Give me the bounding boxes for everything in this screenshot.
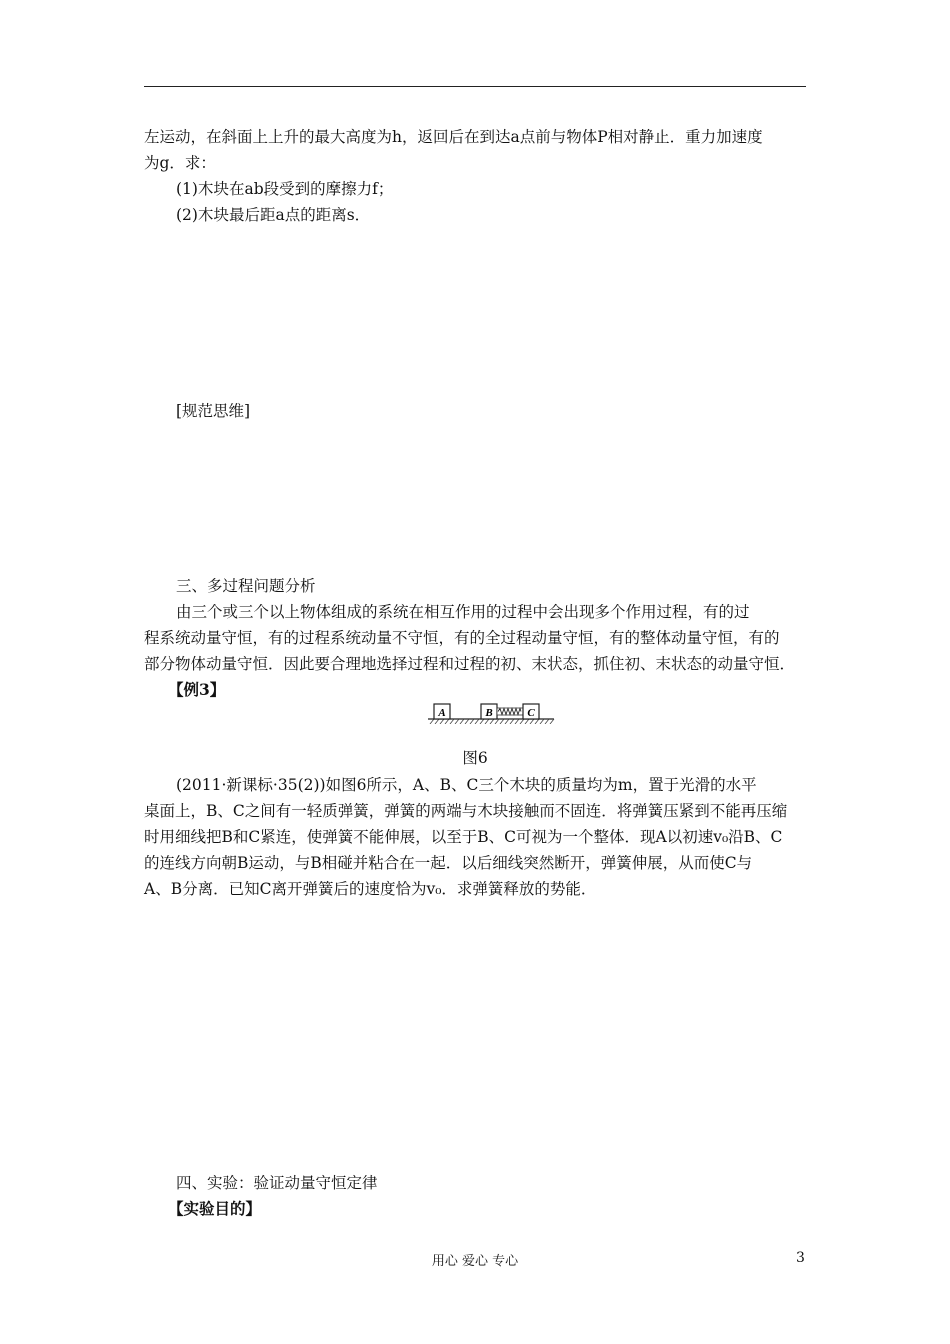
section-3-heading: 三、多过程问题分析	[176, 577, 316, 595]
page-number: 3	[796, 1250, 805, 1266]
header-rule	[144, 86, 806, 87]
section-4-heading: 四、实验：验证动量守恒定律	[176, 1174, 378, 1192]
section-3-paragraph-line: 由三个或三个以上物体组成的系统在相互作用的过程中会出现多个作用过程，有的过	[176, 603, 750, 621]
block-a	[434, 704, 450, 719]
question-2: (2)木块最后距a点的距离s．	[176, 206, 371, 224]
figure-6-caption: 图6	[462, 749, 488, 767]
block-b-label: B	[485, 707, 493, 719]
norm-thinking-label: [规范思维]	[176, 402, 251, 420]
ground-surface	[428, 719, 554, 724]
block-b	[481, 704, 497, 719]
block-a-label: A	[438, 707, 446, 719]
example-3-label: 【例3】	[168, 680, 226, 699]
problem-text-line: 左运动，在斜面上上升的最大高度为h，返回后在到达a点前与物体P相对静止．重力加速度	[144, 128, 763, 146]
footer-motto: 用心 爱心 专心	[431, 1254, 519, 1269]
section-3-paragraph-line: 程系统动量守恒，有的过程系统动量不守恒，有的全过程动量守恒，有的整体动量守恒，有的	[144, 629, 780, 647]
spring	[497, 708, 523, 715]
problem-text-line: 为g．求：	[144, 154, 216, 172]
example-problem-line: (2011·新课标·35(2))如图6所示，A、B、C三个木块的质量均为m，置于光滑的水平	[176, 776, 757, 794]
experiment-purpose-label: 【实验目的】	[168, 1199, 262, 1218]
section-3-paragraph-line: 部分物体动量守恒．因此要合理地选择过程和过程的初、末状态，抓住初、末状态的动量守恒．	[144, 655, 796, 673]
question-1: (1)木块在ab段受到的摩擦力f；	[176, 180, 394, 198]
example-problem-line: A、B分离．已知C离开弹簧后的速度恰为v₀．求弹簧释放的势能．	[144, 880, 597, 898]
example-problem-line: 桌面上，B、C之间有一轻质弹簧，弹簧的两端与木块接触而不固连．将弹簧压紧到不能再压缩	[144, 802, 788, 820]
block-c-label: C	[527, 707, 535, 719]
example-problem-line: 的连线方向朝B运动，与B相碰并粘合在一起．以后细线突然断开，弹簧伸展，从而使C与	[144, 854, 753, 872]
example-problem-line: 时用细线把B和C紧连，使弹簧不能伸展，以至于B、C可视为一个整体．现A以初速v₀沿B、C	[144, 828, 783, 846]
figure-6-blocks-diagram	[428, 700, 556, 724]
block-c	[523, 704, 539, 719]
